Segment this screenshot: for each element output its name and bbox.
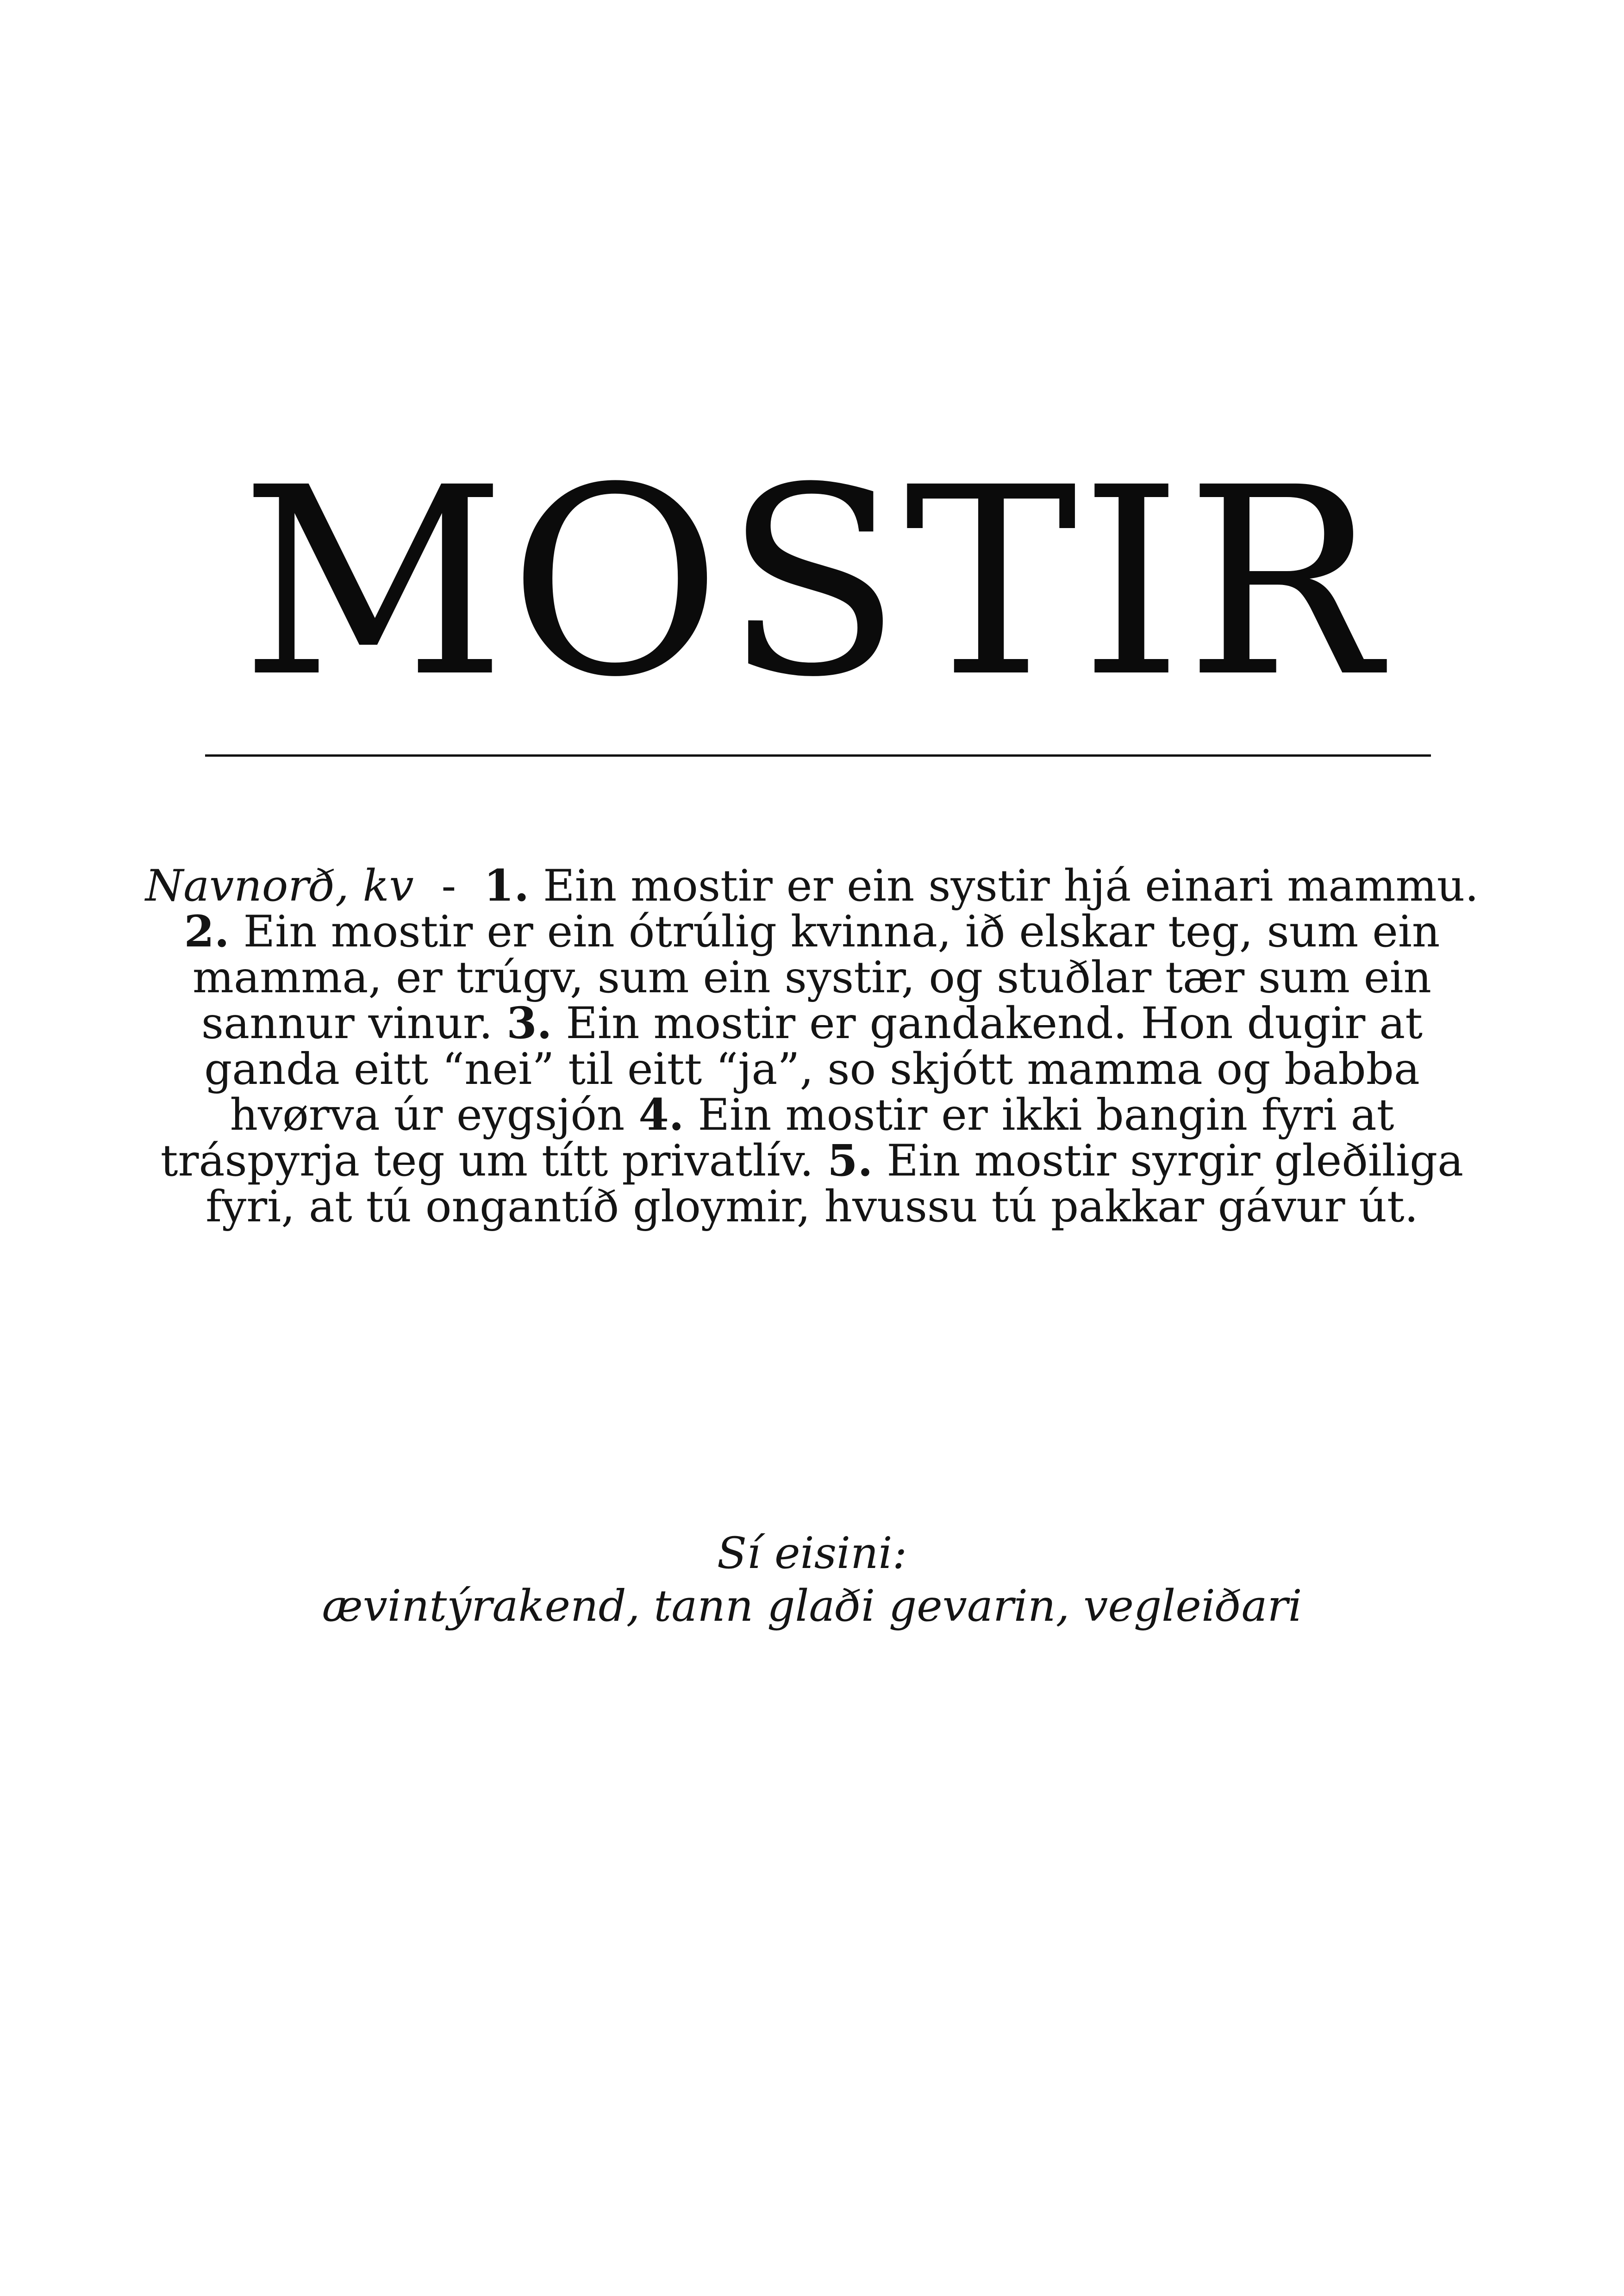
definition-text: Ein mostir er ikki bangin fyri at bbox=[684, 1090, 1394, 1140]
part-of-speech: Navnorð, kv bbox=[145, 861, 414, 911]
definition-line bbox=[139, 952, 1485, 1003]
sense-number: 5. bbox=[827, 1135, 873, 1186]
definition-text: Ein mostir er ein systir hjá einari mammu. bbox=[529, 861, 1479, 911]
definition-line bbox=[139, 1184, 1485, 1230]
definition-line bbox=[139, 998, 1485, 1049]
title-divider bbox=[205, 754, 1431, 757]
definition-line bbox=[139, 906, 1485, 957]
definition-text: mamma, er trúgv, sum ein systir, og stuðlar tær sum ein bbox=[192, 952, 1432, 1003]
see-also-terms: ævintýrakend, tann glaði gevarin, vegleiðari bbox=[322, 1581, 1302, 1631]
definition-text: Ein mostir er ein ótrúlig kvinna, ið elskar teg, sum ein bbox=[229, 907, 1440, 957]
see-also-block bbox=[139, 1527, 1485, 1633]
definition-text: Ein mostir syrgir gleðiliga bbox=[873, 1136, 1464, 1186]
sense-number: 3. bbox=[506, 998, 552, 1049]
definition-line bbox=[139, 1089, 1485, 1140]
separator: - bbox=[413, 861, 484, 911]
page-title: MOSTIR bbox=[240, 432, 1384, 734]
definition-block bbox=[139, 860, 1485, 1232]
definition-text: fyri, at tú ongantíð gloymir, hvussu tú pakkar gávur út. bbox=[206, 1182, 1418, 1232]
definition-line bbox=[139, 1044, 1485, 1095]
definition-text: hvørva úr eygsjón bbox=[230, 1090, 639, 1140]
definition-text: Ein mostir er gandakend. Hon dugir at bbox=[552, 998, 1423, 1049]
definition-text: tráspyrja teg um títt privatlív. bbox=[160, 1136, 828, 1186]
sense-number: 4. bbox=[638, 1089, 684, 1140]
sense-number: 1. bbox=[484, 860, 530, 911]
definition-text: sannur vinur. bbox=[201, 998, 507, 1049]
definition-line bbox=[139, 860, 1485, 911]
definition-line bbox=[139, 1135, 1485, 1186]
sense-number: 2. bbox=[184, 906, 230, 957]
see-also-heading: Sí eisini: bbox=[717, 1528, 907, 1579]
definition-text: ganda eitt “nei” til eitt “ja”, so skjótt mamma og babba bbox=[204, 1044, 1420, 1095]
